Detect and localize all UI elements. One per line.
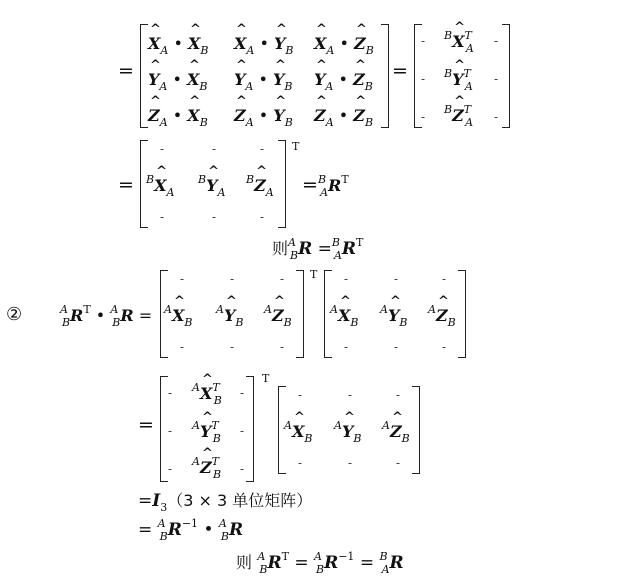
matrix-cell: $^B$^ $X_A$ bbox=[146, 176, 174, 195]
dash-mark: - bbox=[442, 340, 447, 354]
dash-mark: - bbox=[494, 34, 499, 48]
matrix-cell: $^B$^ $X^T_A$ bbox=[444, 32, 474, 51]
matrix-cell: ^ $Y_A$ • ^ $X_B$ bbox=[148, 70, 208, 89]
dash-mark: - bbox=[421, 72, 426, 86]
matrix-cell: $^A$^ $Z_B$ bbox=[264, 306, 292, 325]
matrix-right-bracket bbox=[458, 270, 466, 358]
matrix-cell: ^ $Y_A$ • ^ $Y_B$ bbox=[234, 70, 293, 89]
equals-sign: = bbox=[118, 174, 134, 196]
equals-sign: = bbox=[118, 60, 134, 82]
matrix-right-bracket bbox=[296, 270, 304, 358]
dash-mark: - bbox=[240, 462, 245, 476]
dash-mark: - bbox=[298, 388, 303, 402]
product-expression: $^A_BR^T$ • $^A_B$R = bbox=[60, 303, 153, 329]
matrix-cell: $^A$^ $Y_B$ bbox=[334, 422, 361, 441]
dash-mark: - bbox=[168, 424, 173, 438]
dash-mark: - bbox=[442, 272, 447, 286]
dash-mark: - bbox=[394, 340, 399, 354]
dash-mark: - bbox=[421, 34, 426, 48]
matrix-left-bracket bbox=[160, 376, 168, 482]
matrix-right-bracket bbox=[412, 386, 420, 474]
dash-mark: - bbox=[240, 386, 245, 400]
dash-mark: - bbox=[160, 142, 165, 156]
matrix-cell: ^ $X_A$ • ^ $X_B$ bbox=[148, 34, 209, 53]
dash-mark: - bbox=[348, 456, 353, 470]
rotation-term: $^B_AR^T$ bbox=[318, 173, 349, 199]
item-number: ② bbox=[6, 304, 23, 325]
dash-mark: - bbox=[396, 456, 401, 470]
dash-mark: - bbox=[298, 456, 303, 470]
equals-sign: = bbox=[302, 174, 318, 196]
matrix-cell: $^A$^ $Y_B$ bbox=[380, 306, 407, 325]
matrix-cell: ^ $X_A$ • ^ $Y_B$ bbox=[234, 34, 294, 53]
dash-mark: - bbox=[280, 340, 285, 354]
matrix-cell: $^B$^ $Y_A$ bbox=[198, 176, 225, 195]
matrix-cell: ^ $Z_A$ • ^ $Z_B$ bbox=[314, 106, 373, 125]
matrix-cell: $^A$^ $X_B$ bbox=[284, 422, 312, 441]
matrix-cell: $^A$^ $Z_B$ bbox=[382, 422, 410, 441]
dash-mark: - bbox=[421, 110, 426, 124]
dash-mark: - bbox=[230, 340, 235, 354]
dash-mark: - bbox=[230, 272, 235, 286]
matrix-left-bracket bbox=[140, 24, 148, 128]
dash-mark: - bbox=[494, 72, 499, 86]
matrix-cell: $^A$^ $X_B$ bbox=[330, 306, 358, 325]
dash-mark: - bbox=[494, 110, 499, 124]
matrix-cell: ^ $X_A$ • ^ $Z_B$ bbox=[314, 34, 374, 53]
transpose-mark: T bbox=[262, 372, 270, 385]
dash-mark: - bbox=[344, 340, 349, 354]
transpose-mark: T bbox=[310, 268, 318, 281]
matrix-right-bracket bbox=[502, 24, 510, 128]
matrix-right-bracket bbox=[246, 376, 254, 482]
dash-mark: - bbox=[348, 388, 353, 402]
matrix-cell: $^B$^ $Z_A$ bbox=[246, 176, 274, 195]
dash-mark: - bbox=[180, 340, 185, 354]
dash-mark: - bbox=[168, 462, 173, 476]
dash-mark: - bbox=[260, 142, 265, 156]
matrix-cell: ^ $Z_A$ • ^ $X_B$ bbox=[148, 106, 208, 125]
matrix-cell: $^B$^ $Y^T_A$ bbox=[444, 70, 473, 89]
dash-mark: - bbox=[212, 142, 217, 156]
matrix-cell: $^A$^ $Y^T_B$ bbox=[192, 422, 221, 441]
dash-mark: - bbox=[280, 272, 285, 286]
matrix-right-bracket bbox=[278, 140, 286, 228]
matrix-cell: $^A$^ $Z_B$ bbox=[428, 306, 456, 325]
identity-line: $=I_3(3 \times 3$ 单位矩阵） bbox=[138, 491, 313, 514]
matrix-cell: $^B$^ $Z^T_A$ bbox=[444, 106, 473, 125]
matrix-cell: ^ $Y_A$ • ^ $Z_B$ bbox=[314, 70, 373, 89]
inverse-line: = $^A_BR^{-1}$ • $^A_B$R bbox=[138, 517, 244, 543]
matrix-right-bracket bbox=[381, 24, 389, 128]
matrix-cell: $^A$^ $X_B$ bbox=[164, 306, 192, 325]
dash-mark: - bbox=[180, 272, 185, 286]
dash-mark: - bbox=[394, 272, 399, 286]
dash-mark: - bbox=[212, 210, 217, 224]
dash-mark: - bbox=[160, 210, 165, 224]
equals-sign: = bbox=[138, 414, 154, 436]
matrix-cell: $^A$^ $Y_B$ bbox=[216, 306, 243, 325]
conclusion-line: 则$^A_BR =^B_AR^T$ bbox=[272, 236, 364, 262]
dash-mark: - bbox=[260, 210, 265, 224]
final-conclusion: 则 $^A_BR^T = ^A_BR^{-1} = ^B_AR$ bbox=[236, 550, 404, 576]
dash-mark: - bbox=[396, 388, 401, 402]
matrix-cell: $^A$^ $Z^T_B$ bbox=[192, 458, 221, 477]
matrix-cell: $^A$^ $X^T_B$ bbox=[192, 384, 222, 403]
dash-mark: - bbox=[240, 424, 245, 438]
dash-mark: - bbox=[344, 272, 349, 286]
equals-sign: = bbox=[392, 60, 408, 82]
matrix-cell: ^ $Z_A$ • ^ $Y_B$ bbox=[234, 106, 293, 125]
transpose-mark: T bbox=[292, 140, 300, 153]
dash-mark: - bbox=[168, 386, 173, 400]
